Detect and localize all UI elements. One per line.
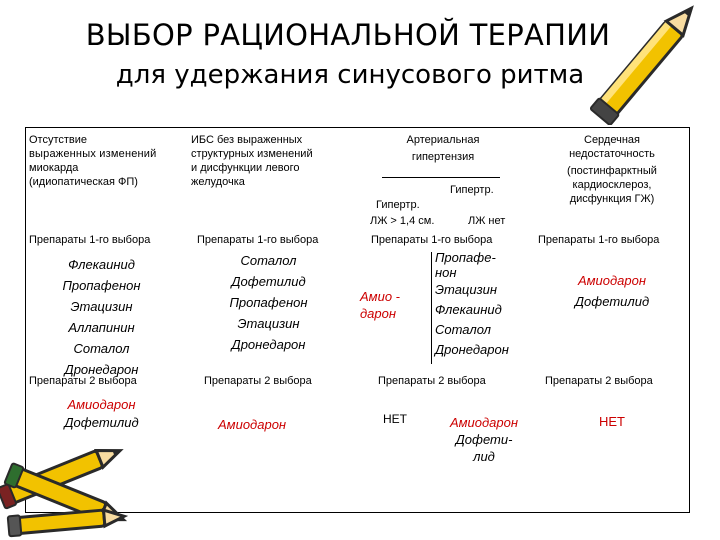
drug-item: Этацизин — [237, 316, 300, 331]
col2-second-choice-label: Препараты 2 выбора — [204, 375, 312, 387]
drug-item: Амиодарон — [449, 415, 519, 430]
col4-second-choice-label: Препараты 2 выбора — [545, 375, 653, 387]
col2-first-choice-drugs — [196, 250, 341, 355]
col2-header — [191, 133, 356, 189]
col3-header — [378, 133, 508, 164]
col3-subheader-right-2: ЛЖ нет — [468, 215, 506, 227]
col1-header-line: Отсутствие — [29, 134, 88, 146]
pencil-icon — [570, 0, 720, 125]
drug-item: лид — [473, 449, 495, 464]
col1-header — [29, 133, 189, 189]
drug-item: Дофети- — [455, 432, 513, 447]
col4-header-line: дисфункция ГЖ) — [569, 193, 655, 205]
drug-item: Аллапинин — [68, 320, 135, 335]
col1-first-choice-drugs — [29, 254, 174, 380]
col1-header-line: (идиопатическая ФП) — [29, 176, 138, 188]
drug-item: Этацизин — [70, 299, 133, 314]
col2-header-line: и дисфункции левого — [191, 162, 300, 174]
col2-second-choice-drug: Амиодарон — [218, 417, 287, 432]
drug-item: Дронедарон — [435, 342, 509, 357]
drug-item: Дофетилид — [231, 274, 306, 289]
col4-header-line: (постинфарктный — [567, 165, 657, 177]
col3-divider — [382, 177, 500, 178]
col3-header-line: Артериальная — [406, 134, 480, 146]
col3-second-choice-left: НЕТ — [383, 412, 407, 426]
col4-header — [538, 133, 686, 206]
drug-item: Флекаинид — [435, 302, 502, 317]
col4-second-choice-drug: НЕТ — [599, 414, 625, 429]
drug-item: Соталол — [240, 253, 297, 268]
page-subtitle: для удержания синусового ритма — [115, 60, 585, 90]
col3-first-choice-label: Препараты 1-го выбора — [371, 234, 493, 246]
col1-header-line: миокарда — [29, 162, 79, 174]
col3-subheader-right: Гипертр. — [450, 184, 494, 196]
col2-header-line: желудочка — [191, 176, 245, 188]
col3-second-choice-right — [438, 414, 530, 465]
drug-item: Соталол — [73, 341, 130, 356]
drug-item: дарон — [360, 306, 397, 321]
col4-first-choice-drugs — [538, 270, 686, 312]
col3-first-choice-right — [435, 250, 509, 360]
drug-item: Дофетилид — [64, 415, 139, 430]
col4-first-choice-label: Препараты 1-го выбора — [538, 234, 660, 246]
pencils-icon — [0, 437, 140, 540]
drug-item: нон — [435, 265, 457, 280]
drug-item: Дронедарон — [64, 362, 139, 377]
col4-header-line: кардиосклероз, — [572, 179, 652, 191]
drug-item: Амиодарон — [577, 273, 647, 288]
col2-header-line: структурных изменений — [191, 148, 313, 160]
col3-first-choice-left — [360, 288, 400, 322]
drug-item: Соталол — [435, 322, 491, 337]
drug-item: Этацизин — [435, 282, 498, 297]
col1-header-line: выраженных изменений — [29, 148, 157, 160]
col2-header-line: ИБС без выраженных — [191, 134, 303, 146]
col4-header-line: Сердечная — [584, 134, 640, 146]
col3-inner-divider — [431, 252, 432, 364]
col1-second-choice-drugs — [29, 396, 174, 432]
drug-item: Дронедарон — [231, 337, 306, 352]
col4-header-line: недостаточность — [569, 148, 655, 160]
drug-item: Дофетилид — [574, 294, 650, 309]
col3-subheader-left-2: ЛЖ > 1,4 см. — [370, 215, 435, 227]
drug-item: Пропафенон — [62, 278, 141, 293]
page-title: ВЫБОР РАЦИОНАЛЬНОЙ ТЕРАПИИ — [85, 18, 611, 52]
col1-first-choice-label: Препараты 1-го выбора — [29, 234, 151, 246]
drug-item: Пропафенон — [229, 295, 308, 310]
col1-second-choice-label: Препараты 2 выбора — [29, 375, 137, 387]
drug-item: Флекаинид — [68, 257, 135, 272]
col3-header-line: гипертензия — [411, 151, 475, 163]
col2-first-choice-label: Препараты 1-го выбора — [197, 234, 319, 246]
col3-second-choice-label: Препараты 2 выбора — [378, 375, 486, 387]
drug-item: Амиодарон — [67, 397, 136, 412]
col3-subheader-left-1: Гипертр. — [376, 199, 420, 211]
drug-item: Пропафе- — [435, 250, 496, 265]
drug-item: Амио - — [360, 289, 400, 304]
